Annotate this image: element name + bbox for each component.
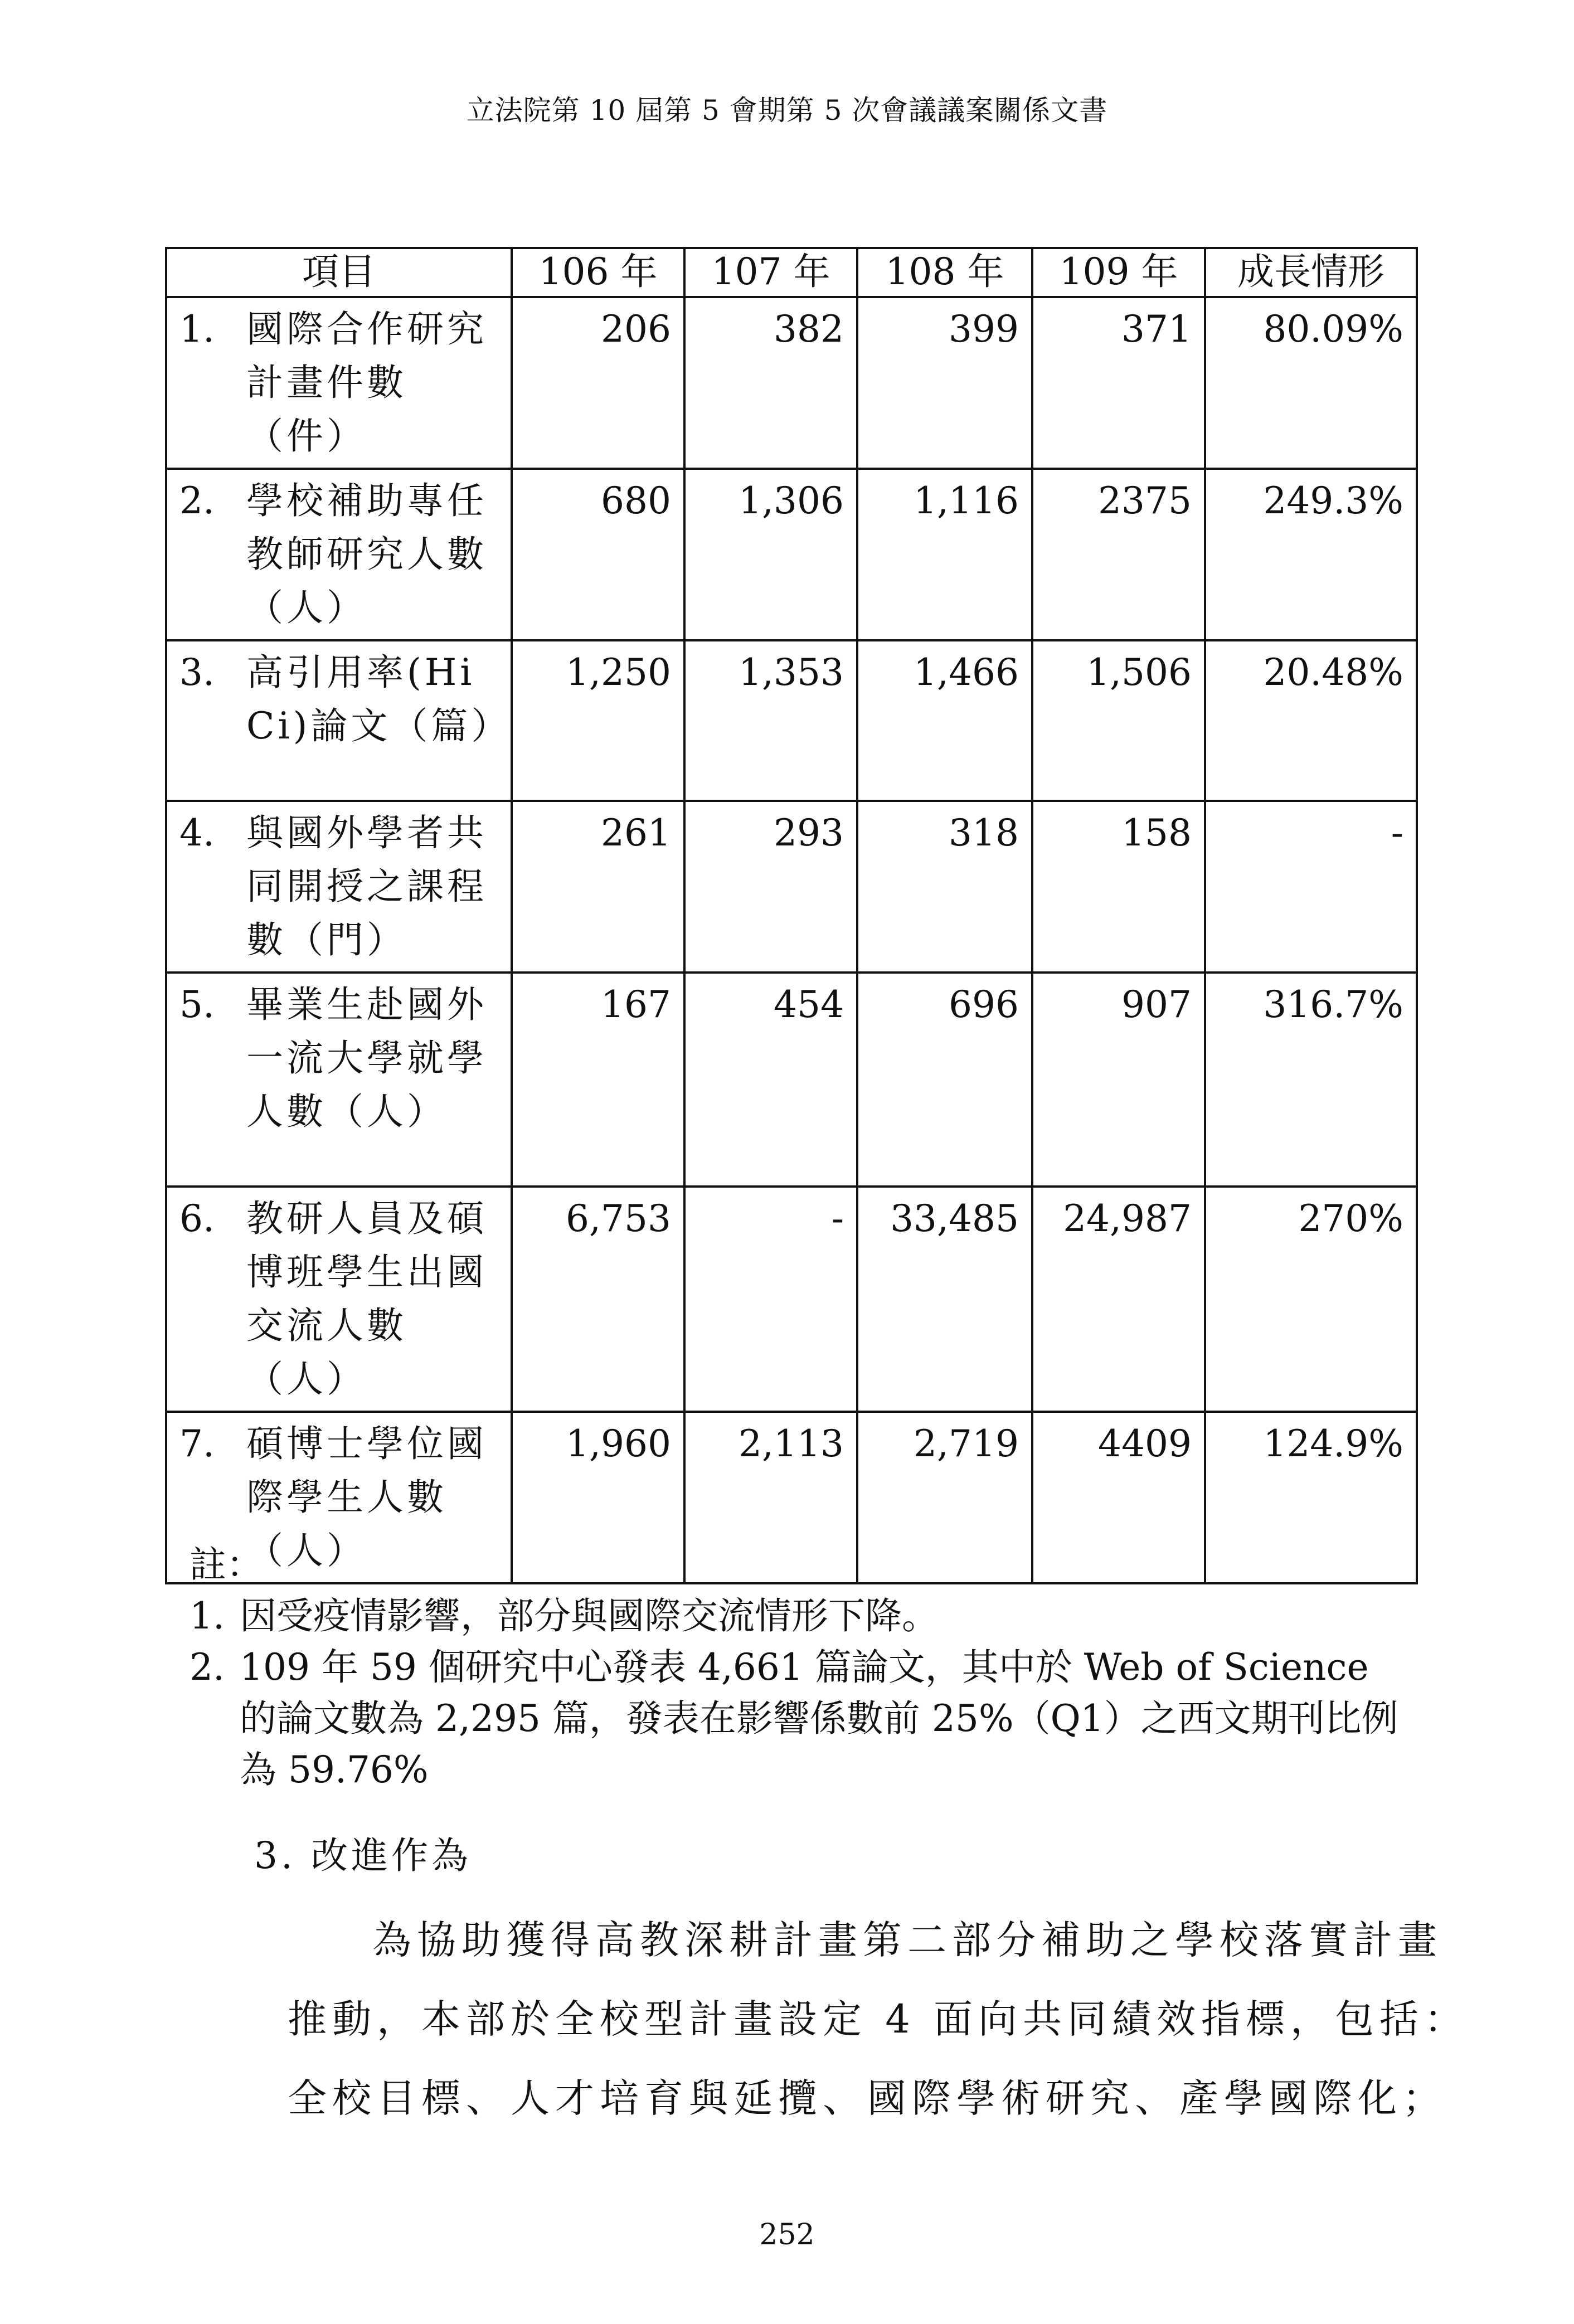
note-item xyxy=(190,1591,1416,1642)
value-106: 6,753 xyxy=(512,1187,684,1412)
note-number: 2. xyxy=(190,1646,225,1689)
value-107: - xyxy=(684,1187,857,1412)
value-109: 24,987 xyxy=(1032,1187,1205,1412)
value-106: 1,960 xyxy=(512,1412,684,1583)
item-number: 7. xyxy=(179,1422,215,1465)
paragraph-line: 為協助獲得高教深耕計畫第二部分補助之學校落實計畫 xyxy=(372,1917,1442,1963)
value-growth: 80.09% xyxy=(1205,297,1417,469)
note-number: 1. xyxy=(190,1594,225,1637)
item-number: 5. xyxy=(179,983,215,1026)
value-107: 293 xyxy=(684,801,857,973)
value-107: 2,113 xyxy=(684,1412,857,1583)
body-paragraph xyxy=(288,1900,1469,2138)
table-row xyxy=(166,801,1417,973)
notes-section xyxy=(190,1539,1416,1796)
value-growth: 124.9% xyxy=(1205,1412,1417,1583)
page-number: 252 xyxy=(759,2218,815,2252)
value-109: 371 xyxy=(1032,297,1205,469)
header-item: 項目 xyxy=(166,248,512,297)
item-cell xyxy=(166,1187,512,1412)
item-number: 4. xyxy=(179,811,215,854)
item-label: 高引用率(HiCi)論文（篇） xyxy=(246,651,512,747)
value-106: 261 xyxy=(512,801,684,973)
value-108: 399 xyxy=(857,297,1032,469)
item-cell xyxy=(166,973,512,1187)
value-108: 33,485 xyxy=(857,1187,1032,1412)
note-text: 因受疫情影響，部分與國際交流情形下降。 xyxy=(240,1594,939,1637)
page-header: 立法院第 10 屆第 5 會期第 5 次會議議案關係文書 xyxy=(466,94,1108,127)
value-106: 167 xyxy=(512,973,684,1187)
item-label: 畢業生赴國外一流大學就學人數（人） xyxy=(246,983,487,1133)
value-109: 158 xyxy=(1032,801,1205,973)
table-header-row xyxy=(166,248,1417,297)
header-year-106: 106 年 xyxy=(512,248,684,297)
value-108: 1,116 xyxy=(857,469,1032,640)
item-label: 碩博士學位國際學生人數（人） xyxy=(246,1422,487,1572)
value-109: 907 xyxy=(1032,973,1205,1187)
table-row xyxy=(166,640,1417,801)
value-growth: 270% xyxy=(1205,1187,1417,1412)
value-growth: - xyxy=(1205,801,1417,973)
paragraph-line: 全校目標、人才培育與延攬、國際學術研究、產學國際化； xyxy=(288,2075,1447,2121)
section-heading: 3. 改進作為 xyxy=(254,1834,472,1877)
value-106: 680 xyxy=(512,469,684,640)
value-107: 1,306 xyxy=(684,469,857,640)
value-107: 454 xyxy=(684,973,857,1187)
header-year-109: 109 年 xyxy=(1032,248,1205,297)
notes-title: 註： xyxy=(190,1543,263,1586)
value-109: 2375 xyxy=(1032,469,1205,640)
item-number: 6. xyxy=(179,1197,215,1240)
value-108: 318 xyxy=(857,801,1032,973)
value-108: 1,466 xyxy=(857,640,1032,801)
value-growth: 20.48% xyxy=(1205,640,1417,801)
value-108: 2,719 xyxy=(857,1412,1032,1583)
table-row xyxy=(166,297,1417,469)
value-107: 382 xyxy=(684,297,857,469)
table-row xyxy=(166,469,1417,640)
value-109: 4409 xyxy=(1032,1412,1205,1583)
note-item xyxy=(190,1642,1416,1796)
value-109: 1,506 xyxy=(1032,640,1205,801)
item-number: 1. xyxy=(179,308,215,351)
header-year-107: 107 年 xyxy=(684,248,857,297)
paragraph-line: 推動，本部於全校型計畫設定 4 面向共同績效指標，包括： xyxy=(288,1996,1469,2042)
value-106: 1,250 xyxy=(512,640,684,801)
item-cell xyxy=(166,469,512,640)
table-row xyxy=(166,973,1417,1187)
statistics-table xyxy=(165,247,1418,1584)
value-growth: 249.3% xyxy=(1205,469,1417,640)
item-cell xyxy=(166,640,512,801)
item-label: 學校補助專任教師研究人數（人） xyxy=(246,479,487,629)
header-year-108: 108 年 xyxy=(857,248,1032,297)
item-number: 2. xyxy=(179,479,215,522)
value-growth: 316.7% xyxy=(1205,973,1417,1187)
item-cell xyxy=(166,801,512,973)
header-growth: 成長情形 xyxy=(1205,248,1417,297)
item-label: 國際合作研究計畫件數（件） xyxy=(246,308,487,458)
note-text: 109 年 59 個研究中心發表 4,661 篇論文，其中於 Web of Science 的論文數為 2,295 篇，發表在影響係數前 25%（Q1）之西文期刊比例為 59.76% xyxy=(240,1646,1398,1791)
item-label: 教研人員及碩博班學生出國交流人數（人） xyxy=(246,1197,487,1401)
item-number: 3. xyxy=(179,651,215,694)
table-row xyxy=(166,1187,1417,1412)
item-label: 與國外學者共同開授之課程數（門） xyxy=(246,811,487,961)
value-106: 206 xyxy=(512,297,684,469)
value-108: 696 xyxy=(857,973,1032,1187)
item-cell xyxy=(166,297,512,469)
value-107: 1,353 xyxy=(684,640,857,801)
